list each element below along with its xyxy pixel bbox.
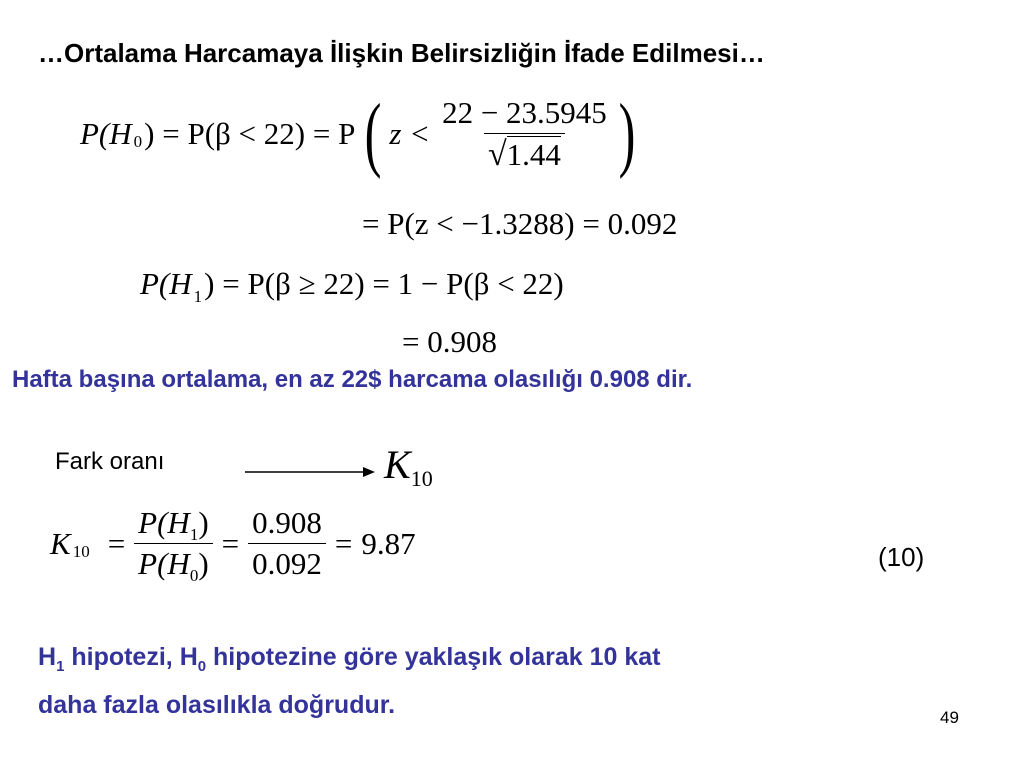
- k10-equation: [50, 505, 416, 585]
- h0-fraction: [438, 95, 611, 174]
- h1-mid: ) = P(β ≥ 22) = 1 − P(β < 22): [204, 266, 564, 301]
- right-paren-large: ): [618, 87, 636, 180]
- equals-sign: =: [221, 525, 240, 561]
- k10-lhs: K: [50, 525, 71, 561]
- h1-lhs-sub: 1: [193, 287, 203, 306]
- h1-lhs: P(H: [140, 266, 192, 301]
- arrow-right-icon: [245, 462, 375, 482]
- equation-number: (10): [878, 542, 925, 572]
- k10-prob-numerator: $P(H_1)$: [138, 505, 209, 544]
- h0-lhs: P(H: [80, 116, 132, 151]
- equals-sign: =: [334, 525, 353, 561]
- fark-label: Fark oranı: [55, 448, 165, 475]
- k10-value-numerator: 0.908: [252, 505, 322, 540]
- h0-fraction-numerator: 22 − 23.5945: [442, 94, 607, 130]
- page-number: 49: [940, 708, 959, 727]
- page-title: …Ortalama Harcamaya İlişkin Belirsizliğin İfade Edilmesi…: [38, 38, 765, 68]
- conclusion-text: [38, 638, 660, 724]
- h0-lhs-sub: 0: [133, 132, 143, 151]
- sqrt-icon: √: [487, 135, 507, 173]
- k10-lhs-sub: 10: [72, 541, 90, 561]
- h0-equation: [80, 87, 641, 180]
- fark-symbol: $K_{10}$: [384, 442, 433, 491]
- equals-sign: =: [107, 525, 126, 561]
- conclusion-line-1: $H_1$ hipotezi, $H_0$ hipotezine göre yaklaşık olarak 10 kat: [38, 643, 661, 675]
- k10-result: 9.87: [361, 525, 416, 561]
- h0-z: z <: [389, 116, 431, 151]
- k10-prob-denominator: $P(H_0)$: [134, 543, 212, 582]
- k10-prob-fraction: [134, 505, 212, 585]
- h0-result: = P(z < −1.3288) = 0.092: [362, 206, 678, 241]
- k10-value-denominator: 0.092: [248, 543, 326, 582]
- h0-fraction-denominator: √1.44: [484, 133, 565, 174]
- conclusion-line-2: daha fazla olasılıkla doğrudur.: [38, 691, 396, 719]
- h0-mid: ) = P(β < 22) = P: [144, 116, 356, 151]
- h1-equation: [140, 266, 564, 306]
- statement-text: Hafta başına ortalama, en az 22$ harcama olasılığı 0.908 dir.: [12, 366, 693, 393]
- left-paren-large: (: [364, 87, 382, 180]
- h1-result: = 0.908: [402, 324, 497, 359]
- k10-value-fraction: [248, 505, 326, 582]
